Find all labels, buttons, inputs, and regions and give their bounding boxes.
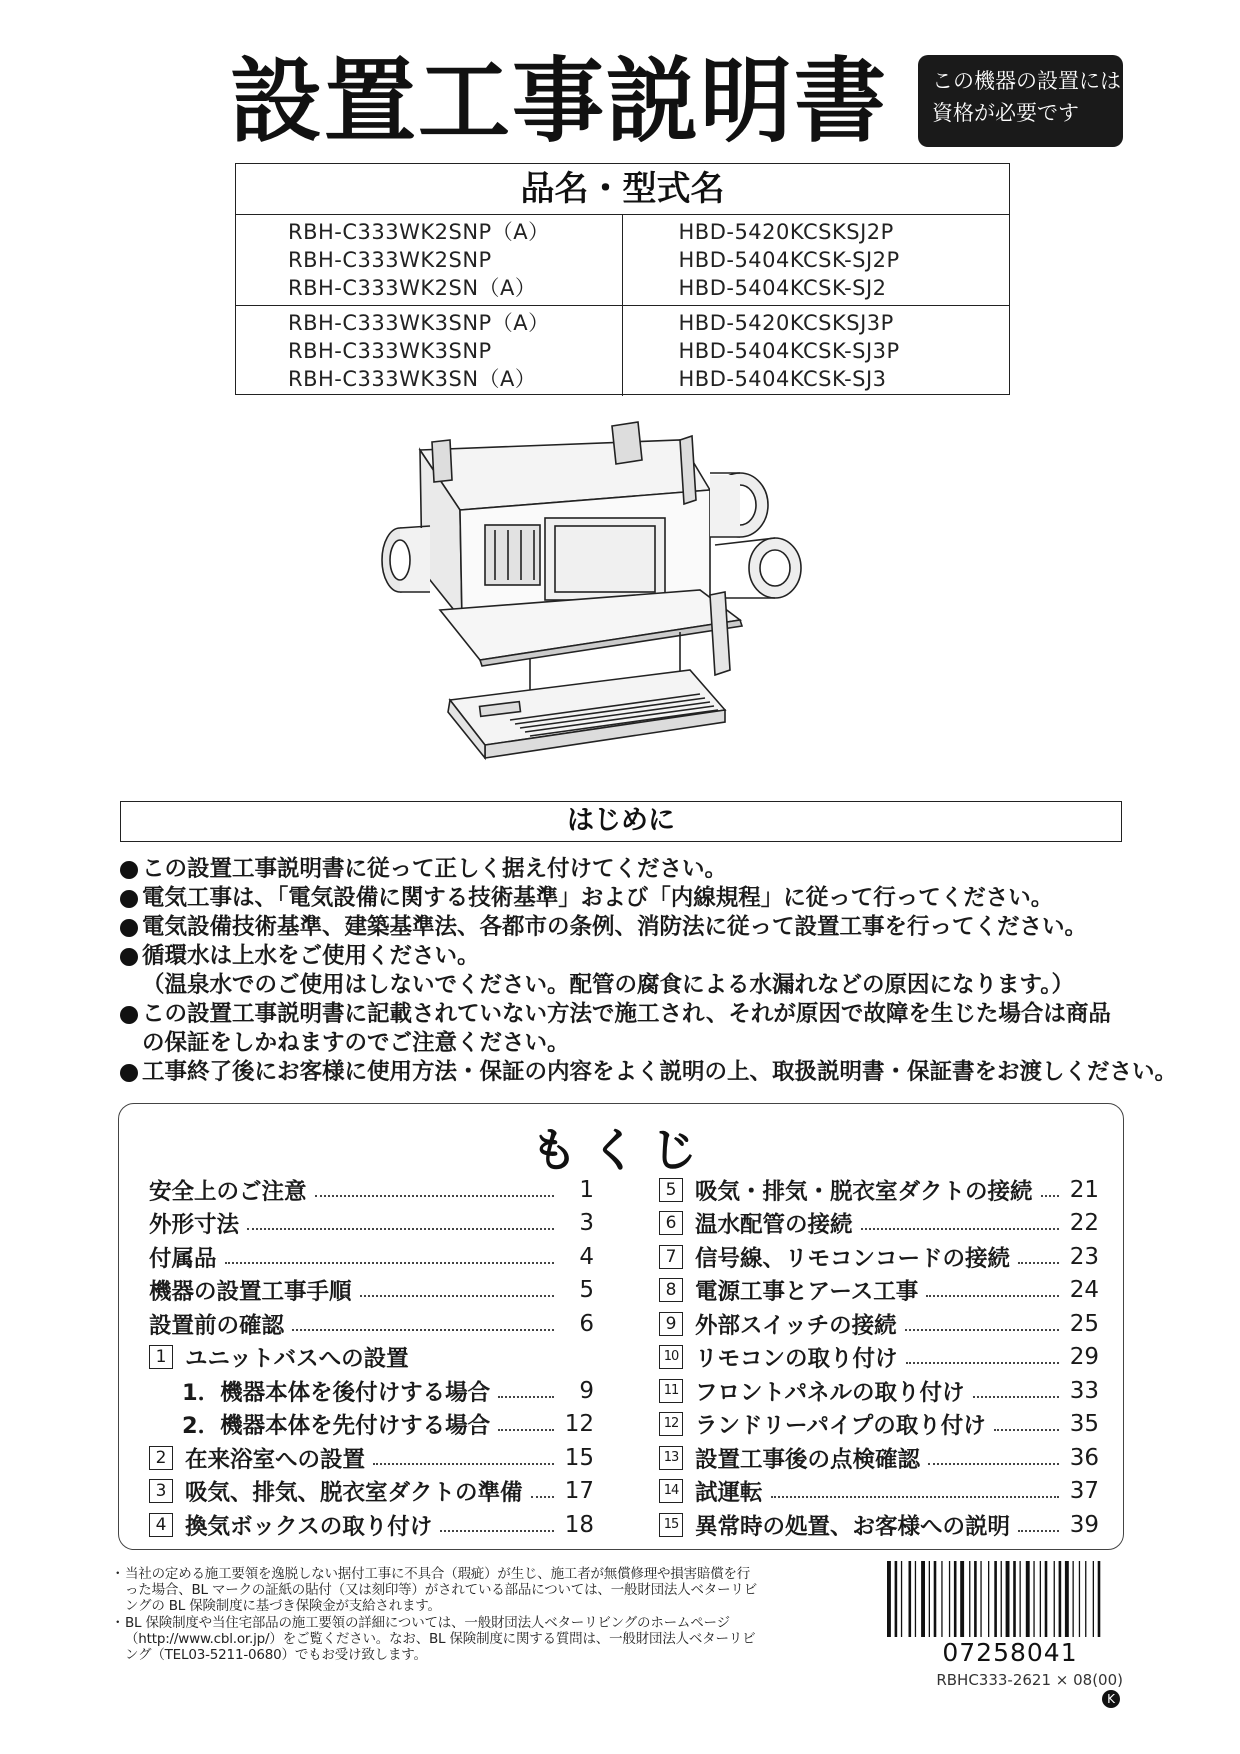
model-list-rbh xyxy=(236,215,623,305)
toc-column-left xyxy=(149,1173,594,1542)
barcode-bar xyxy=(1001,1561,1002,1637)
model-name: RBH-C333WK2SNP（A） xyxy=(288,220,550,244)
barcode-bar xyxy=(1085,1561,1086,1637)
document-code: RBHC333-2621 × 08(00) xyxy=(936,1671,1123,1689)
bullet-continuation: の保証をしかねますのでご注意ください。 xyxy=(142,1030,570,1056)
barcode-bar xyxy=(994,1561,997,1637)
toc-leader xyxy=(905,1329,1059,1331)
notice-line-2: 資格が必要です xyxy=(932,101,1079,125)
model-group xyxy=(236,306,1009,396)
barcode-bar xyxy=(1073,1561,1074,1637)
barcode-bar xyxy=(969,1561,970,1637)
section-number-box: 11 xyxy=(659,1379,683,1403)
toc-leader xyxy=(1018,1262,1059,1264)
toc-leader xyxy=(926,1295,1059,1297)
model-name: HBD-5420KCSKSJ3P xyxy=(678,311,894,335)
toc-item[interactable] xyxy=(149,1240,594,1274)
footnote: ・ BL 保険制度や当住宅部品の施工要領の詳細については、一般財団法人ベターリビングのホームページ（http://www.cbl.or.jp/）をご覧ください。なお、BL 保険制度に関する質問は、一般財団法人ベターリビング（TEL03-5211-0680）でもお受け致します。 xyxy=(117,1615,757,1664)
toc-page: 39 xyxy=(1069,1511,1099,1538)
toc-item[interactable] xyxy=(149,1441,594,1475)
barcode-bar xyxy=(934,1561,937,1637)
toc-label: 機器の設置工事手順 xyxy=(149,1279,352,1306)
toc-page: 4 xyxy=(579,1243,594,1270)
model-list-rbh xyxy=(236,306,623,396)
toc-label: 設置工事後の点検確認 xyxy=(695,1446,921,1473)
toc-leader xyxy=(440,1530,554,1532)
section-number-box: 3 xyxy=(149,1479,173,1503)
bullet-text: 循環水は上水をご使用ください。 xyxy=(142,943,480,969)
toc-label: 外形寸法 xyxy=(149,1212,240,1239)
bullet-dot-icon xyxy=(120,861,138,879)
model-name: RBH-C333WK3SNP（A） xyxy=(288,311,550,335)
intro-list xyxy=(120,855,1178,1087)
toc-item[interactable] xyxy=(149,1508,594,1542)
toc-label: 温水配管の接続 xyxy=(695,1212,853,1239)
section-number-box: 4 xyxy=(149,1513,173,1537)
barcode-bar xyxy=(941,1561,942,1637)
bullet-dot-icon xyxy=(120,919,138,937)
barcode-bar xyxy=(954,1561,957,1637)
toc-page: 9 xyxy=(579,1377,594,1404)
toc-leader xyxy=(1041,1195,1059,1197)
barcode-bar xyxy=(1013,1561,1016,1637)
section-number-box: 15 xyxy=(659,1513,683,1537)
section-number-box: 13 xyxy=(659,1446,683,1470)
bullet-continuation: （温泉水でのご使用はしないでください。配管の腐食による水漏れなどの原因になります。） xyxy=(142,972,1074,998)
toc-leader xyxy=(498,1429,554,1431)
intro-header: はじめに xyxy=(120,801,1122,842)
toc-item[interactable] xyxy=(149,1341,594,1375)
barcode-bar xyxy=(909,1561,912,1637)
barcode-bar xyxy=(980,1561,981,1637)
barcode-bar xyxy=(901,1561,902,1637)
toc-page: 36 xyxy=(1069,1444,1099,1471)
toc-page: 6 xyxy=(579,1310,594,1337)
toc-item[interactable] xyxy=(149,1475,594,1509)
barcode-number: 07258041 xyxy=(942,1638,1078,1667)
section-number-box: 6 xyxy=(659,1211,683,1235)
intro-bullet xyxy=(120,855,1130,884)
intro-bullet xyxy=(120,884,1130,913)
toc-page: 23 xyxy=(1069,1243,1099,1270)
toc-page: 25 xyxy=(1069,1310,1099,1337)
toc-page: 17 xyxy=(564,1478,594,1505)
barcode-bar xyxy=(1006,1561,1010,1637)
barcode-bar xyxy=(1026,1561,1030,1637)
toc-item[interactable] xyxy=(149,1374,594,1408)
section-number-box: 5 xyxy=(659,1178,683,1202)
toc-label: 吸気、排気、脱衣室ダクトの準備 xyxy=(185,1480,523,1507)
toc-leader xyxy=(360,1295,554,1297)
footnote: ・ 当社の定める施工要領を逸脱しない据付工事に不具合（瑕疵）が生じ、施工者が無償修理や損害賠償を行った場合、BL マークの証紙の貼付（又は刻印等）がされている部品については、一般財団法人ベターリビングの BL 保険制度に基づき保険金が支給されます。 xyxy=(117,1566,757,1615)
section-number-box: 2 xyxy=(149,1446,173,1470)
footnotes xyxy=(117,1566,757,1663)
section-number-box: 7 xyxy=(659,1245,683,1269)
bullet-dot-icon xyxy=(120,1064,138,1082)
toc-leader xyxy=(373,1463,554,1465)
model-name: HBD-5420KCSKSJ2P xyxy=(678,220,894,244)
toc-leader xyxy=(906,1362,1059,1364)
toc-label: 異常時の処置、お客様への説明 xyxy=(695,1513,1011,1540)
toc-label: 安全上のご注意 xyxy=(149,1178,307,1205)
barcode-bar xyxy=(887,1561,891,1637)
k-mark-icon: K xyxy=(1102,1690,1120,1708)
model-name: RBH-C333WK2SN（A） xyxy=(288,276,537,300)
model-list-hbd xyxy=(623,215,1010,305)
toc-page: 29 xyxy=(1069,1344,1099,1371)
model-name: RBH-C333WK2SNP xyxy=(288,248,492,272)
toc-leader xyxy=(861,1228,1059,1230)
model-list-hbd xyxy=(623,306,1010,396)
bullet-text: この設置工事説明書に従って正しく据え付けてください。 xyxy=(142,856,728,882)
toc-leader xyxy=(292,1329,554,1331)
toc-label: ユニットバスへの設置 xyxy=(185,1346,409,1373)
toc-page: 5 xyxy=(579,1277,594,1304)
toc-page: 1 xyxy=(579,1176,594,1203)
barcode-bar xyxy=(1059,1561,1062,1637)
toc-title: もくじ xyxy=(531,1123,711,1177)
toc-page: 33 xyxy=(1069,1377,1099,1404)
toc-item[interactable] xyxy=(659,1475,1099,1509)
barcode-bar xyxy=(1079,1561,1080,1637)
barcode-bar xyxy=(1054,1561,1055,1637)
toc-item[interactable] xyxy=(659,1408,1099,1442)
barcode-bar xyxy=(915,1561,916,1637)
toc-label: 設置前の確認 xyxy=(149,1312,285,1339)
toc-item[interactable] xyxy=(149,1408,594,1442)
toc-label: 吸気・排気・脱衣室ダクトの接続 xyxy=(695,1178,1033,1205)
toc-item[interactable] xyxy=(149,1274,594,1308)
table-of-contents xyxy=(118,1103,1124,1550)
toc-item[interactable] xyxy=(149,1207,594,1241)
bullet-text: 電気設備技術基準、建築基準法、各都市の条例、消防法に従って設置工事を行ってください。 xyxy=(142,914,1088,940)
intro-bullet xyxy=(120,1058,1178,1087)
intro-bullet xyxy=(120,1000,1130,1058)
model-name: HBD-5404KCSK-SJ3 xyxy=(678,367,887,391)
model-table-header: 品名・型式名 xyxy=(236,164,1009,215)
toc-label: 信号線、リモコンコードの接続 xyxy=(695,1245,1011,1272)
barcode-bar xyxy=(974,1561,977,1637)
toc-leader xyxy=(1018,1530,1059,1532)
bullet-text: 電気工事は、「電気設備に関する技術基準」および「内線規程」に従って行ってください。 xyxy=(142,885,1054,911)
toc-item[interactable] xyxy=(659,1441,1099,1475)
document-title: 設置工事説明書 xyxy=(230,48,889,155)
model-name: HBD-5404KCSK-SJ2P xyxy=(678,248,900,272)
barcode-bar xyxy=(921,1561,925,1637)
toc-label: ランドリーパイプの取り付け xyxy=(695,1413,986,1440)
barcode xyxy=(885,1561,1121,1643)
barcode-bar xyxy=(1020,1561,1021,1637)
toc-item[interactable] xyxy=(659,1307,1099,1341)
toc-item[interactable] xyxy=(659,1508,1099,1542)
notice-line-1: この機器の設置には xyxy=(932,69,1121,93)
toc-item[interactable] xyxy=(659,1240,1099,1274)
toc-label: 試運転 xyxy=(695,1480,763,1507)
toc-page: 24 xyxy=(1069,1277,1099,1304)
toc-label: 1．機器本体を後付けする場合 xyxy=(182,1379,491,1406)
toc-column-right xyxy=(659,1173,1099,1542)
bullet-dot-icon xyxy=(120,948,138,966)
toc-page: 12 xyxy=(564,1411,594,1438)
toc-leader xyxy=(315,1195,554,1197)
toc-label: リモコンの取り付け xyxy=(695,1346,898,1373)
product-illustration xyxy=(380,420,860,780)
model-name: RBH-C333WK3SN（A） xyxy=(288,367,537,391)
toc-item[interactable] xyxy=(659,1173,1099,1207)
toc-leader xyxy=(771,1496,1059,1498)
bullet-dot-icon xyxy=(120,890,138,908)
section-number-box: 12 xyxy=(659,1412,683,1436)
section-number-box: 1 xyxy=(149,1345,173,1369)
toc-label: 電源工事とアース工事 xyxy=(695,1279,919,1306)
toc-label: 外部スイッチの接続 xyxy=(695,1312,897,1339)
toc-page: 37 xyxy=(1069,1478,1099,1505)
toc-item[interactable] xyxy=(149,1307,594,1341)
barcode-bar xyxy=(1098,1561,1101,1637)
toc-page: 22 xyxy=(1069,1210,1099,1237)
toc-leader xyxy=(973,1396,1059,1398)
barcode-bar xyxy=(895,1561,898,1637)
toc-page: 15 xyxy=(564,1444,594,1471)
toc-label: 付属品 xyxy=(149,1245,217,1272)
barcode-bar xyxy=(960,1561,964,1637)
toc-label: 換気ボックスの取り付け xyxy=(185,1513,433,1540)
toc-page: 3 xyxy=(579,1210,594,1237)
barcode-bar xyxy=(1093,1561,1094,1637)
model-group xyxy=(236,215,1009,306)
intro-bullet xyxy=(120,913,1130,942)
bullet-text: 工事終了後にお客様に使用方法・保証の内容をよく説明の上、取扱説明書・保証書をお渡しください。 xyxy=(142,1059,1178,1085)
barcode-bar xyxy=(929,1561,930,1637)
barcode-bar xyxy=(1040,1561,1041,1637)
toc-page: 35 xyxy=(1069,1411,1099,1438)
toc-leader xyxy=(498,1396,554,1398)
toc-leader xyxy=(531,1496,554,1498)
toc-leader xyxy=(928,1463,1059,1465)
barcode-bar xyxy=(988,1561,989,1637)
section-number-box: 14 xyxy=(659,1479,683,1503)
toc-leader xyxy=(247,1228,554,1230)
section-number-box: 8 xyxy=(659,1278,683,1302)
toc-page: 21 xyxy=(1069,1176,1099,1203)
toc-label: フロントパネルの取り付け xyxy=(695,1379,965,1406)
barcode-bar xyxy=(949,1561,950,1637)
toc-label: 2．機器本体を先付けする場合 xyxy=(182,1413,491,1440)
model-name: RBH-C333WK3SNP xyxy=(288,339,492,363)
barcode-bar xyxy=(1045,1561,1048,1637)
toc-label: 在来浴室への設置 xyxy=(185,1446,366,1473)
toc-leader xyxy=(225,1262,554,1264)
toc-item[interactable] xyxy=(149,1173,594,1207)
toc-item[interactable] xyxy=(659,1341,1099,1375)
intro-bullet xyxy=(120,942,1130,1000)
toc-item[interactable] xyxy=(659,1274,1099,1308)
bullet-text: この設置工事説明書に記載されていない方法で施工され、それが原因で故障を生じた場合は商品 xyxy=(142,1001,1111,1027)
section-number-box: 9 xyxy=(659,1312,683,1336)
model-table xyxy=(235,163,1010,395)
bullet-dot-icon xyxy=(120,1006,138,1024)
model-name: HBD-5404KCSK-SJ3P xyxy=(678,339,900,363)
toc-item[interactable] xyxy=(659,1207,1099,1241)
toc-leader xyxy=(994,1429,1059,1431)
barcode-bar xyxy=(1033,1561,1034,1637)
qualification-notice xyxy=(918,55,1123,147)
toc-item[interactable] xyxy=(659,1374,1099,1408)
model-name: HBD-5404KCSK-SJ2 xyxy=(678,276,887,300)
barcode-bar xyxy=(1065,1561,1069,1637)
toc-page: 18 xyxy=(564,1511,594,1538)
section-number-box: 10 xyxy=(659,1345,683,1369)
